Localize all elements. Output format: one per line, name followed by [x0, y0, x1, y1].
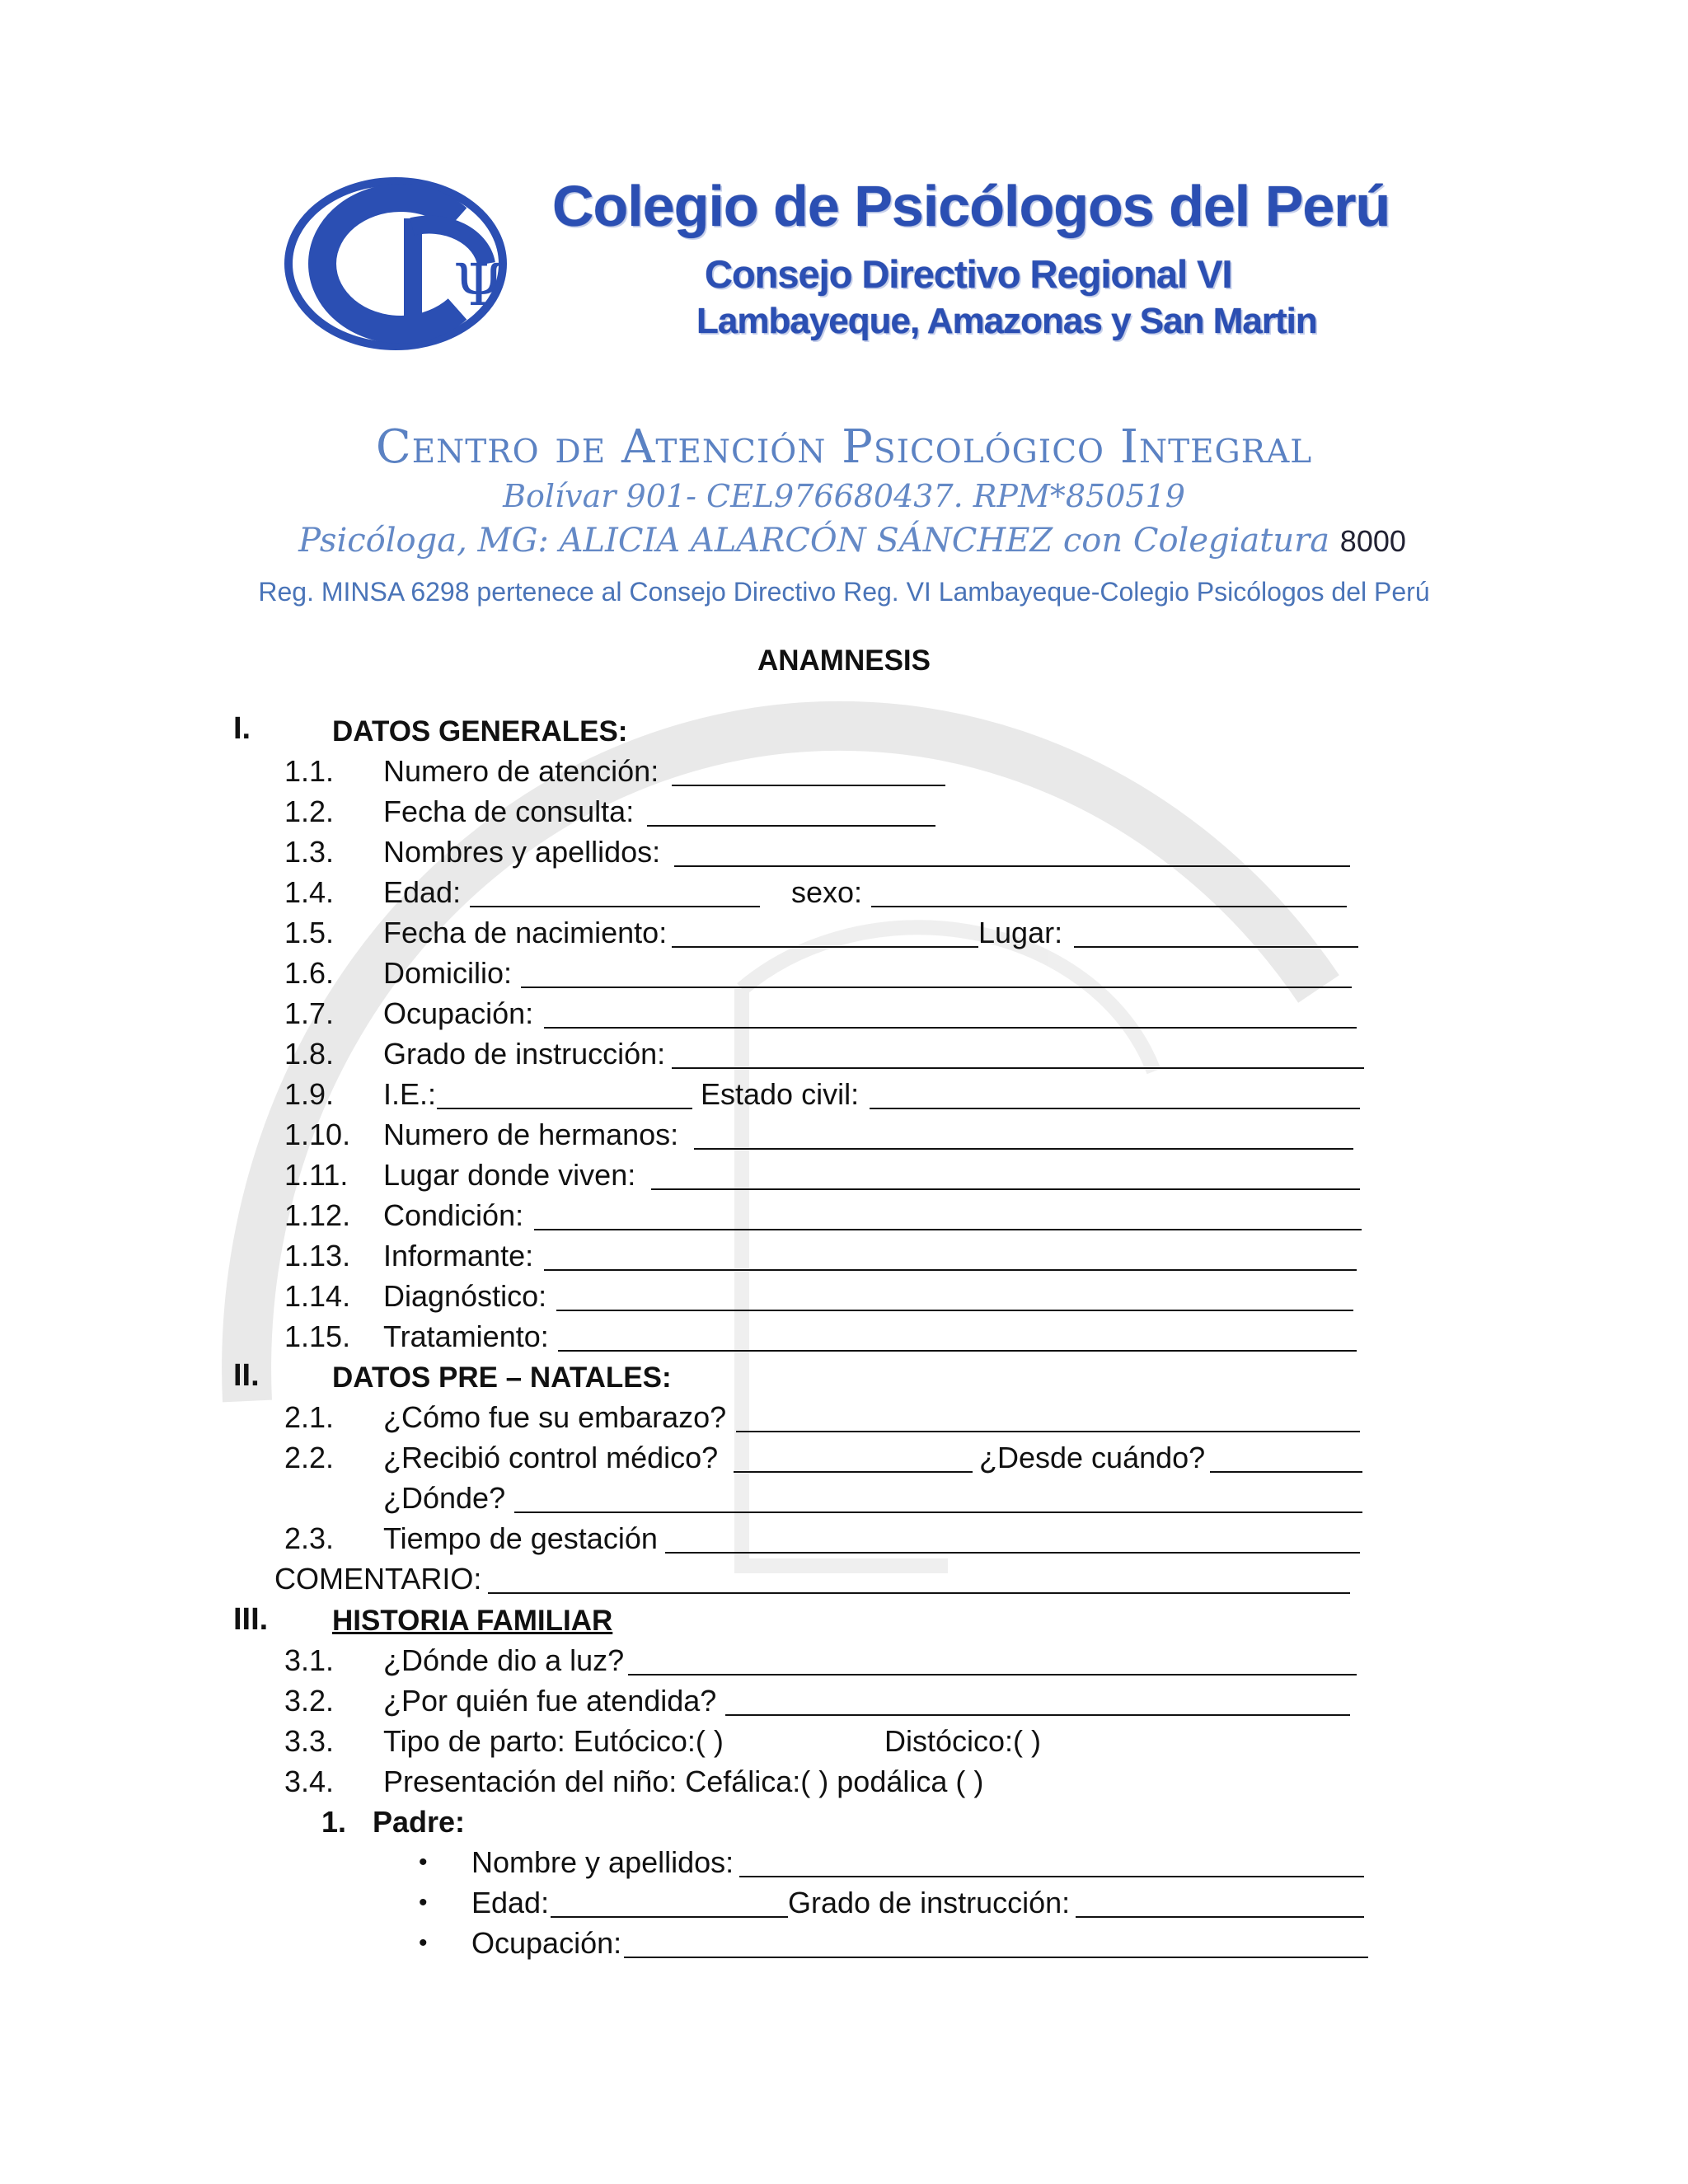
father-heading: Padre: [373, 1805, 466, 1839]
center-name: Centro de Atención Psicológico Integral [375, 420, 1313, 474]
item-number: 1.12. [284, 1198, 351, 1232]
field-label: ¿Por quién fue atendida? [383, 1684, 717, 1718]
bullet-icon: • [419, 1889, 428, 1916]
father-age-field[interactable] [551, 1916, 788, 1918]
child-presentation-options[interactable]: Presentación del niño: Cefálica:( ) podálica ( ) [383, 1765, 984, 1798]
marital-status-field[interactable] [870, 1108, 1360, 1109]
treatment-field[interactable] [558, 1350, 1357, 1352]
informant-field[interactable] [544, 1269, 1357, 1271]
field-label: ¿Dónde dio a luz? [383, 1643, 625, 1677]
item-number: 1.7. [284, 996, 335, 1030]
birth-place-field[interactable] [1074, 946, 1358, 948]
section-1-title: DATOS GENERALES: [332, 715, 628, 748]
item-number: 2.2. [284, 1441, 335, 1474]
field-label: Fecha de nacimiento: [383, 916, 668, 949]
age-field[interactable] [470, 906, 760, 907]
item-number: 1.3. [284, 835, 335, 869]
field-label: Estado civil: [701, 1077, 860, 1111]
siblings-field[interactable] [694, 1148, 1353, 1150]
item-number: 1.6. [284, 956, 335, 990]
field-label: Grado de instrucción: [788, 1886, 1071, 1919]
comment-label: COMENTARIO: [274, 1562, 482, 1596]
regional-council: Consejo Directivo Regional VI [705, 252, 1232, 296]
since-when-field[interactable] [1210, 1471, 1362, 1473]
field-label: Tratamiento: [383, 1319, 549, 1353]
field-label: Edad: [383, 875, 462, 909]
item-number: 3.4. [284, 1765, 335, 1798]
attended-by-field[interactable] [725, 1714, 1350, 1716]
colegiatura-number: 8000 [1339, 524, 1406, 558]
ie-field[interactable] [437, 1108, 692, 1109]
field-label: Nombre y apellidos: [471, 1845, 734, 1879]
item-number: 3.3. [284, 1724, 335, 1758]
section-1-number: I. [233, 711, 251, 746]
bullet-icon: • [419, 1849, 428, 1876]
residence-field[interactable] [651, 1188, 1360, 1190]
item-number: 1.5. [284, 916, 335, 949]
field-label: Edad: [471, 1886, 550, 1919]
item-number: 1.2. [284, 794, 335, 828]
college-seal-icon [280, 169, 528, 359]
father-occupation-field[interactable] [624, 1957, 1368, 1958]
psychologist-line [8, 522, 1688, 560]
item-number: 1.11. [284, 1158, 349, 1192]
condition-field[interactable] [534, 1229, 1362, 1230]
registration-line: Reg. MINSA 6298 pertenece al Consejo Directivo Reg. VI Lambayeque-Colegio Psicólogos del Perú [258, 577, 1430, 607]
item-number: 1.8. [284, 1037, 335, 1071]
occupation-field[interactable] [544, 1027, 1357, 1029]
field-label: Fecha de consulta: [383, 794, 635, 828]
field-label: ¿Desde cuándo? [979, 1441, 1206, 1474]
section-3-number: III. [233, 1602, 269, 1637]
field-label: Condición: [383, 1198, 524, 1232]
sex-field[interactable] [871, 906, 1347, 907]
item-number: 2.1. [284, 1400, 335, 1434]
field-label: ¿Dónde? [383, 1481, 506, 1515]
item-number: 1.10. [284, 1118, 351, 1151]
delivery-type-eutocic[interactable]: Tipo de parto: Eutócico:( ) [383, 1724, 724, 1758]
field-label: Informante: [383, 1239, 534, 1272]
comment-field[interactable] [488, 1592, 1350, 1594]
item-number: 1.13. [284, 1239, 351, 1272]
medical-control-field[interactable] [734, 1471, 973, 1473]
item-number: 1.9. [284, 1077, 335, 1111]
education-field[interactable] [672, 1067, 1364, 1069]
delivery-type-dystocic[interactable]: Distócico:( ) [884, 1724, 1042, 1758]
birth-date-field[interactable] [672, 946, 978, 948]
address-field[interactable] [521, 987, 1352, 988]
regions: Lambayeque, Amazonas y San Martin [696, 301, 1317, 341]
college-title: Colegio de Psicólogos del Perú [552, 174, 1390, 238]
bullet-icon: • [419, 1929, 428, 1957]
center-address: Bolívar 901- CEL976680437. RPM*850519 [503, 478, 1185, 514]
father-education-field[interactable] [1076, 1916, 1364, 1918]
field-label: Domicilio: [383, 956, 513, 990]
item-number: 3.2. [284, 1684, 335, 1718]
field-label: Numero de hermanos: [383, 1118, 679, 1151]
where-field[interactable] [514, 1511, 1362, 1513]
field-label: Diagnóstico: [383, 1279, 547, 1313]
diagnosis-field[interactable] [556, 1310, 1353, 1311]
item-number: 2.3. [284, 1521, 335, 1555]
item-number: 1.1. [284, 754, 335, 788]
item-number: 1.14. [284, 1279, 351, 1313]
psychologist-name: Psicóloga, MG: ALICIA ALARCÓN SÁNCHEZ con Colegiatura [298, 522, 1330, 560]
field-label: ¿Cómo fue su embarazo? [383, 1400, 727, 1434]
field-label: Nombres y apellidos: [383, 835, 661, 869]
item-number: 1.15. [284, 1319, 351, 1353]
psi-symbol: Ψ [453, 251, 504, 319]
section-2-title: DATOS PRE – NATALES: [332, 1361, 672, 1394]
father-number: 1. [321, 1805, 347, 1839]
father-name-field[interactable] [739, 1876, 1364, 1877]
field-label: ¿Recibió control médico? [383, 1441, 719, 1474]
field-label: I.E.: [383, 1077, 437, 1111]
attention-number-field[interactable] [672, 785, 945, 786]
document-title: ANAMNESIS [757, 644, 931, 677]
item-number: 1.4. [284, 875, 335, 909]
field-label: Grado de instrucción: [383, 1037, 666, 1071]
section-2-number: II. [233, 1358, 260, 1393]
field-label: Tiempo de gestación [383, 1521, 658, 1555]
birth-place-field[interactable] [628, 1674, 1357, 1675]
section-3-title: HISTORIA FAMILIAR [332, 1605, 613, 1637]
field-label: Ocupación: [383, 996, 534, 1030]
consult-date-field[interactable] [647, 825, 935, 827]
field-label: Lugar donde viven: [383, 1158, 636, 1192]
field-label: Lugar: [978, 916, 1063, 949]
field-label: sexo: [791, 875, 863, 909]
college-logo [280, 169, 1418, 359]
gestation-time-field[interactable] [665, 1552, 1360, 1554]
pregnancy-field[interactable] [736, 1431, 1360, 1432]
full-name-field[interactable] [674, 865, 1350, 867]
field-label: Ocupación: [471, 1926, 622, 1960]
field-label: Numero de atención: [383, 754, 659, 788]
item-number: 3.1. [284, 1643, 335, 1677]
